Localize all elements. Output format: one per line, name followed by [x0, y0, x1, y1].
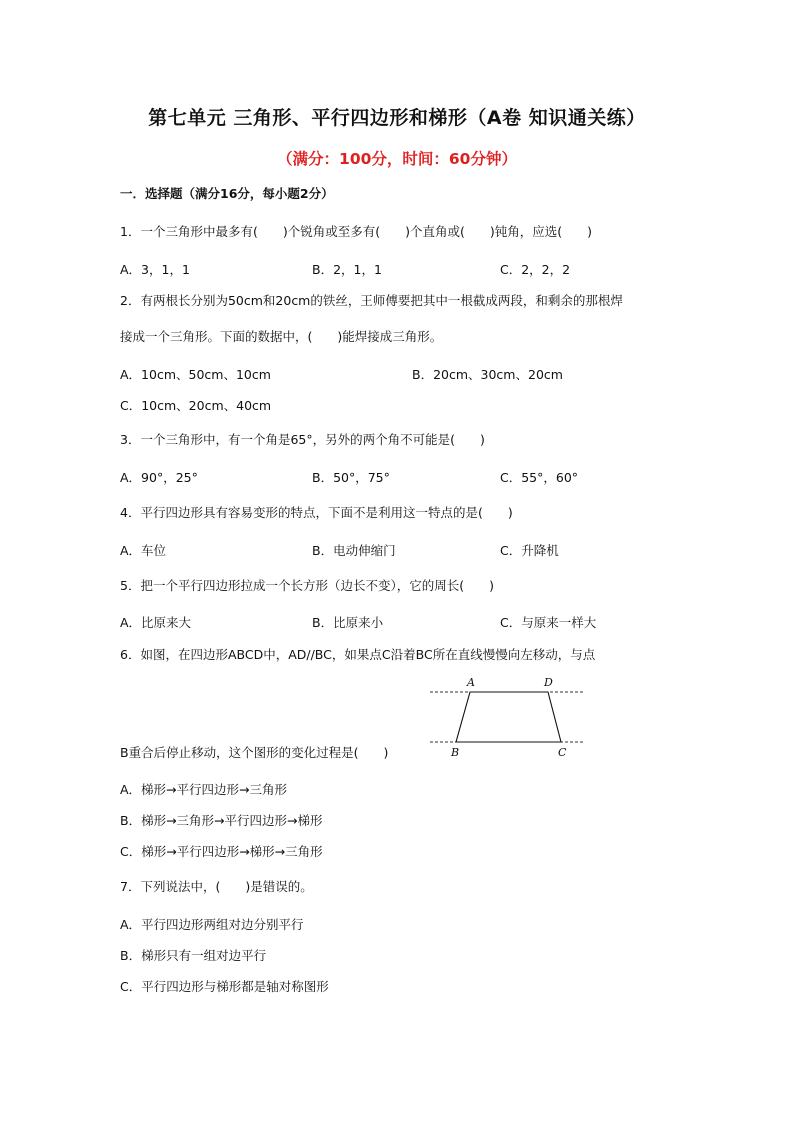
q7-option-b: B．梯形只有一组对边平行 — [120, 948, 267, 963]
q1-option-b: B．2，1，1 — [312, 262, 382, 277]
q1-option-a: A．3，1，1 — [120, 262, 190, 277]
q3-option-c: C．55°，60° — [500, 470, 579, 485]
vertex-label-c: C — [558, 746, 567, 759]
question-6-line-2: B重合后停止移动，这个图形的变化过程是( ) — [120, 745, 389, 760]
q7-option-a: A．平行四边形两组对边分别平行 — [120, 917, 304, 932]
q2-option-b: B．20cm、30cm、20cm — [412, 367, 563, 382]
vertex-label-d: D — [544, 676, 553, 689]
q7-option-c: C．平行四边形与梯形都是轴对称图形 — [120, 979, 329, 994]
question-3: 3．一个三角形中，有一个角是65°，另外的两个角不可能是( ) — [120, 432, 485, 447]
q5-option-b: B．比原来小 — [312, 615, 384, 630]
question-2-line-2: 接成一个三角形。下面的数据中，( )能焊接成三角形。 — [120, 329, 443, 344]
q6-option-a: A．梯形→平行四边形→三角形 — [120, 782, 287, 797]
vertex-label-a: A — [467, 676, 475, 689]
section-heading: 一．选择题（满分16分，每小题2分） — [120, 186, 334, 201]
q4-option-c: C．升降机 — [500, 543, 559, 558]
exam-info: （满分：100分，时间：60分钟） — [277, 150, 517, 168]
q5-option-a: A．比原来大 — [120, 615, 192, 630]
question-4: 4．平行四边形具有容易变形的特点，下面不是利用这一特点的是( ) — [120, 505, 513, 520]
q4-option-b: B．电动伸缩门 — [312, 543, 396, 558]
q3-option-a: A．90°，25° — [120, 470, 198, 485]
q5-option-c: C．与原来一样大 — [500, 615, 597, 630]
vertex-label-b: B — [451, 746, 460, 759]
q6-option-b: B．梯形→三角形→平行四边形→梯形 — [120, 813, 323, 828]
q1-option-c: C．2，2，2 — [500, 262, 571, 277]
q6-option-c: C．梯形→平行四边形→梯形→三角形 — [120, 844, 323, 859]
question-5: 5．把一个平行四边形拉成一个长方形（边长不变），它的周长( ) — [120, 578, 494, 593]
trapezoid-abcd — [456, 692, 561, 742]
question-7: 7．下列说法中，( )是错误的。 — [120, 879, 313, 894]
question-6-line-1: 6．如图，在四边形ABCD中，AD//BC，如果点C沿着BC所在直线慢慢向左移动，与点 — [120, 647, 596, 662]
page-title: 第七单元 三角形、平行四边形和梯形（A卷 知识通关练） — [148, 107, 646, 129]
q2-option-c: C．10cm、20cm、40cm — [120, 398, 272, 413]
q4-option-a: A．车位 — [120, 543, 167, 558]
trapezoid-figure — [428, 672, 588, 764]
question-2-line-1: 2．有两根长分别为50cm和20cm的铁丝，王师傅要把其中一根截成两段，和剩余的那根焊 — [120, 293, 623, 308]
q3-option-b: B．50°，75° — [312, 470, 390, 485]
question-1: 1．一个三角形中最多有( )个锐角或至多有( )个直角或( )钝角，应选( ) — [120, 224, 592, 239]
q2-option-a: A．10cm、50cm、10cm — [120, 367, 271, 382]
